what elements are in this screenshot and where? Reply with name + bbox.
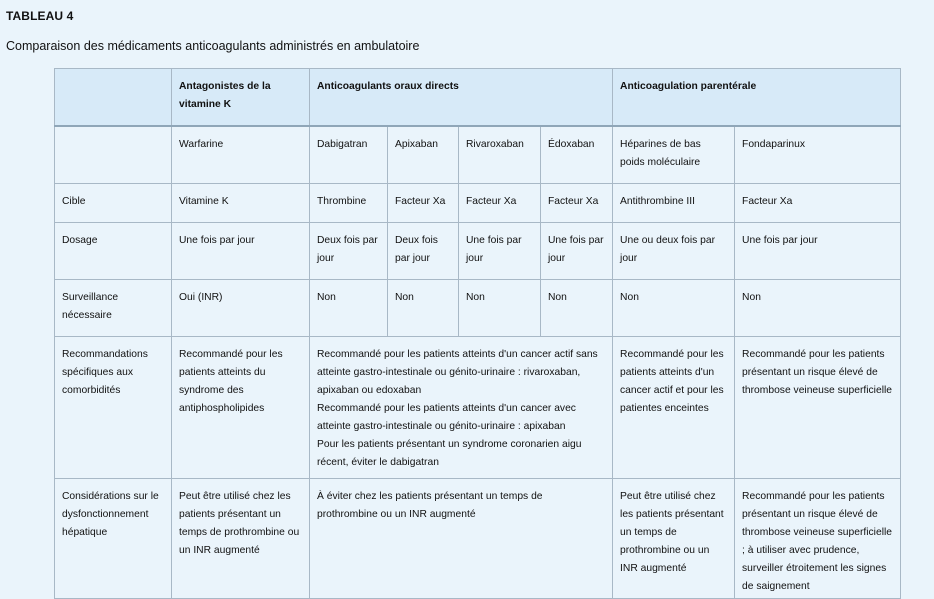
cell-fondaparinux: Fondaparinux — [735, 126, 901, 184]
cell-dosage-apixaban: Deux fois par jour — [388, 223, 459, 280]
cell-dosage-edoxaban: Une fois par jour — [541, 223, 613, 280]
cell-reco-hbpm: Recommandé pour les patients atteints d'un cancer actif et pour les patientes enceintes — [613, 337, 735, 479]
reco-aod-line-2: Recommandé pour les patients atteints d'un cancer avec atteinte gastro-intestinale ou génito-urinaire : apixaban — [317, 403, 576, 432]
table-row-drug-names — [55, 126, 901, 184]
row-label-dosage: Dosage — [55, 223, 172, 280]
cell-reco-fondaparinux: Recommandé pour les patients présentant un risque élevé de thrombose veineuse superficielle — [735, 337, 901, 479]
cell-blank — [55, 126, 172, 184]
cell-warfarine: Warfarine — [172, 126, 310, 184]
row-label-cible: Cible — [55, 184, 172, 223]
cell-hep-hbpm: Peut être utilisé chez les patients présentant un temps de prothrombine ou un INR augmenté — [613, 479, 735, 599]
cell-dosage-fondaparinux: Une fois par jour — [735, 223, 901, 280]
cell-cible-warfarine: Vitamine K — [172, 184, 310, 223]
cell-dosage-warfarine: Une fois par jour — [172, 223, 310, 280]
header-row — [55, 69, 901, 127]
cell-surveillance-edoxaban: Non — [541, 280, 613, 337]
cell-dosage-dabigatran: Deux fois par jour — [310, 223, 388, 280]
table-row-surveillance — [55, 280, 901, 337]
cell-reco-aod — [310, 337, 613, 479]
cell-dosage-hbpm: Une ou deux fois par jour — [613, 223, 735, 280]
cell-cible-apixaban: Facteur Xa — [388, 184, 459, 223]
cell-dosage-rivaroxaban: Une fois par jour — [459, 223, 541, 280]
table-row-recommandations — [55, 337, 901, 479]
cell-hep-warfarine: Peut être utilisé chez les patients présentant un temps de prothrombine ou un INR augmenté — [172, 479, 310, 599]
table-row-dosage — [55, 223, 901, 280]
cell-surveillance-fondaparinux: Non — [735, 280, 901, 337]
header-aod: Anticoagulants oraux directs — [310, 69, 613, 127]
cell-rivaroxaban: Rivaroxaban — [459, 126, 541, 184]
cell-hep-fondaparinux: Recommandé pour les patients présentant un risque élevé de thrombose veineuse superficielle ; à utiliser avec prudence, surveiller étroitement les signes de saignement — [735, 479, 901, 599]
cell-cible-hbpm: Antithrombine III — [613, 184, 735, 223]
cell-surveillance-dabigatran: Non — [310, 280, 388, 337]
table-caption: Comparaison des médicaments anticoagulants administrés en ambulatoire — [6, 39, 420, 53]
table-row-cible — [55, 184, 901, 223]
table-title: TABLEAU 4 — [6, 9, 74, 23]
header-blank — [55, 69, 172, 127]
header-parenteral: Anticoagulation parentérale — [613, 69, 901, 127]
cell-surveillance-rivaroxaban: Non — [459, 280, 541, 337]
cell-surveillance-warfarine: Oui (INR) — [172, 280, 310, 337]
row-label-surveillance: Surveillance nécessaire — [55, 280, 172, 337]
header-avk: Antagonistes de la vitamine K — [172, 69, 310, 127]
cell-cible-dabigatran: Thrombine — [310, 184, 388, 223]
row-label-recommandations: Recommandations spécifiques aux comorbidités — [55, 337, 172, 479]
table-row-hepatique — [55, 479, 901, 599]
cell-apixaban: Apixaban — [388, 126, 459, 184]
cell-edoxaban: Édoxaban — [541, 126, 613, 184]
cell-reco-warfarine: Recommandé pour les patients atteints du syndrome des antiphospholipides — [172, 337, 310, 479]
table-container — [54, 68, 900, 592]
cell-cible-rivaroxaban: Facteur Xa — [459, 184, 541, 223]
cell-cible-edoxaban: Facteur Xa — [541, 184, 613, 223]
reco-aod-line-1: Recommandé pour les patients atteints d'un cancer actif sans atteinte gastro-intestinale ou génito-urinaire : rivaroxaban, apixaban ou edoxaban — [317, 349, 598, 396]
cell-cible-fondaparinux: Facteur Xa — [735, 184, 901, 223]
cell-dabigatran: Dabigatran — [310, 126, 388, 184]
cell-hep-aod: À éviter chez les patients présentant un temps de prothrombine ou un INR augmenté — [310, 479, 613, 599]
anticoagulant-comparison-table — [54, 68, 901, 599]
cell-hbpm: Héparines de bas poids moléculaire — [613, 126, 735, 184]
row-label-hepatique: Considérations sur le dysfonctionnement hépatique — [55, 479, 172, 599]
reco-aod-line-3: Pour les patients présentant un syndrome coronarien aigu récent, éviter le dabigatran — [317, 439, 582, 468]
cell-surveillance-hbpm: Non — [613, 280, 735, 337]
cell-surveillance-apixaban: Non — [388, 280, 459, 337]
